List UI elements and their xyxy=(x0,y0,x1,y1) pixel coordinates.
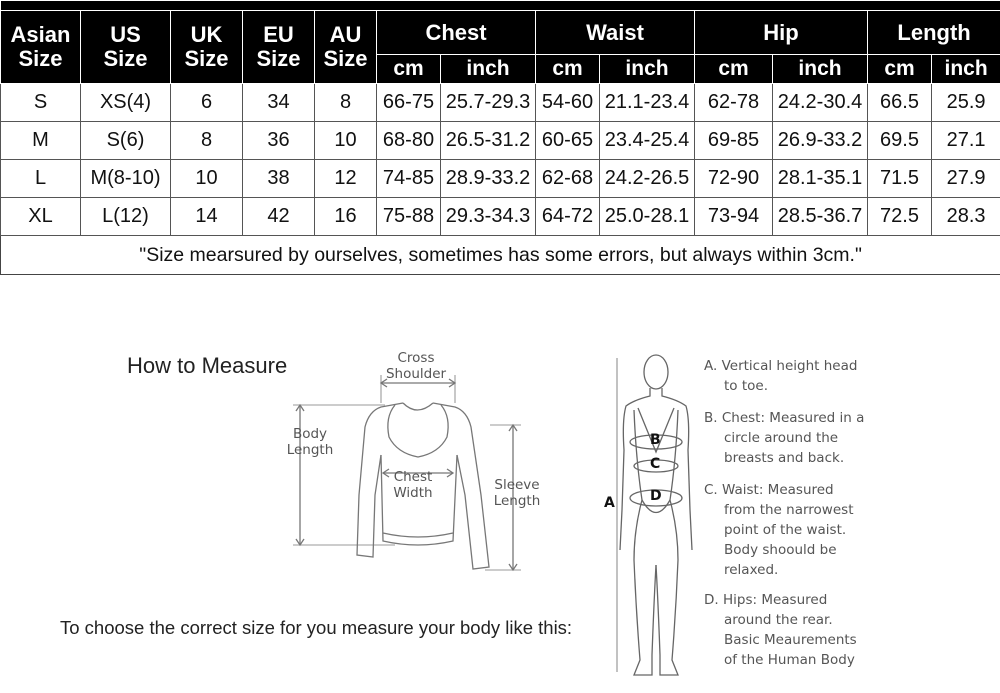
table-row xyxy=(1,84,1000,122)
table-cell: 25.0-28.1 xyxy=(600,198,695,236)
table-cell: 27.9 xyxy=(932,160,1000,198)
table-cell: XL xyxy=(1,198,81,236)
table-cell: M xyxy=(1,122,81,160)
unit-header: inch xyxy=(441,55,536,84)
body-letter-d: D xyxy=(650,488,662,504)
table-cell: 34 xyxy=(243,84,315,122)
table-cell: 69.5 xyxy=(868,122,932,160)
table-cell: 62-68 xyxy=(536,160,600,198)
table-cell: 10 xyxy=(315,122,377,160)
table-cell: 12 xyxy=(315,160,377,198)
how-to-measure-title: How to Measure xyxy=(127,353,288,378)
table-cell: 38 xyxy=(243,160,315,198)
measure-instruction: To choose the correct size for you measure your body like this: xyxy=(60,617,573,638)
unit-header: cm xyxy=(868,55,932,84)
chest-header: Chest xyxy=(377,11,536,55)
table-cell: 21.1-23.4 xyxy=(600,84,695,122)
table-cell: 42 xyxy=(243,198,315,236)
body-letter-c: C xyxy=(650,456,661,472)
table-cell: 29.3-34.3 xyxy=(441,198,536,236)
table-cell: 25.9 xyxy=(932,84,1000,122)
table-cell: 36 xyxy=(243,122,315,160)
legend-item-c: C. Waist: Measured from the narrowest point of the waist. Body shoould be relaxed. xyxy=(704,482,854,578)
table-cell: 72-90 xyxy=(695,160,773,198)
table-cell: 66.5 xyxy=(868,84,932,122)
table-cell: 68-80 xyxy=(377,122,441,160)
table-cell: 28.1-35.1 xyxy=(773,160,868,198)
table-cell: 54-60 xyxy=(536,84,600,122)
uk-size-header: UK Size xyxy=(171,11,243,84)
chest-width-label: Chest Width xyxy=(393,469,433,501)
us-size-header: US Size xyxy=(81,11,171,84)
size-chart-table xyxy=(0,0,1000,275)
table-cell: 69-85 xyxy=(695,122,773,160)
table-cell: S xyxy=(1,84,81,122)
table-row xyxy=(1,198,1000,236)
unit-header: inch xyxy=(773,55,868,84)
table-cell: 23.4-25.4 xyxy=(600,122,695,160)
header-group-row xyxy=(1,11,1000,55)
asian-size-header: Asian Size xyxy=(1,11,81,84)
table-cell: S(6) xyxy=(81,122,171,160)
table-cell: 16 xyxy=(315,198,377,236)
unit-header: cm xyxy=(536,55,600,84)
table-cell: 75-88 xyxy=(377,198,441,236)
table-cell: 8 xyxy=(315,84,377,122)
table-cell: L xyxy=(1,160,81,198)
table-cell: 60-65 xyxy=(536,122,600,160)
waist-header: Waist xyxy=(536,11,695,55)
table-cell: 25.7-29.3 xyxy=(441,84,536,122)
sleeve-length-label: Sleeve Length xyxy=(493,477,541,509)
length-header: Length xyxy=(868,11,1000,55)
table-cell: M(8-10) xyxy=(81,160,171,198)
note-row xyxy=(1,236,1000,275)
table-cell: 6 xyxy=(171,84,243,122)
size-table-body xyxy=(1,84,1000,236)
body-length-label: Body Length xyxy=(286,426,334,458)
body-letter-b: B xyxy=(650,432,661,448)
human-body-figure xyxy=(612,350,702,690)
table-cell: 27.1 xyxy=(932,122,1000,160)
table-row xyxy=(1,122,1000,160)
unit-header: inch xyxy=(932,55,1000,84)
table-cell: 28.5-36.7 xyxy=(773,198,868,236)
table-cell: 14 xyxy=(171,198,243,236)
cross-shoulder-label: Cross Shoulder xyxy=(385,350,447,382)
legend-item-a: A. Vertical height head to toe. xyxy=(704,358,858,394)
unit-header: cm xyxy=(695,55,773,84)
legend-item-b: B. Chest: Measured in a circle around the breasts and back. xyxy=(704,410,865,466)
table-cell: 28.3 xyxy=(932,198,1000,236)
table-cell: 26.5-31.2 xyxy=(441,122,536,160)
table-cell: 73-94 xyxy=(695,198,773,236)
table-cell: 71.5 xyxy=(868,160,932,198)
table-cell: 64-72 xyxy=(536,198,600,236)
legend-item-d: D. Hips: Measured around the rear. Basic Meaurements of the Human Body xyxy=(704,592,857,668)
table-cell: 72.5 xyxy=(868,198,932,236)
unit-header: inch xyxy=(600,55,695,84)
table-row xyxy=(1,160,1000,198)
table-cell: 62-78 xyxy=(695,84,773,122)
body-letter-a: A xyxy=(604,495,615,511)
table-cell: 28.9-33.2 xyxy=(441,160,536,198)
au-size-header: AU Size xyxy=(315,11,377,84)
table-cell: L(12) xyxy=(81,198,171,236)
table-cell: 24.2-26.5 xyxy=(600,160,695,198)
table-cell: 26.9-33.2 xyxy=(773,122,868,160)
table-cell: 66-75 xyxy=(377,84,441,122)
unit-header: cm xyxy=(377,55,441,84)
hip-header: Hip xyxy=(695,11,868,55)
eu-size-header: EU Size xyxy=(243,11,315,84)
table-cell: 8 xyxy=(171,122,243,160)
table-cell: XS(4) xyxy=(81,84,171,122)
measurement-legend xyxy=(704,356,994,672)
table-cell: 24.2-30.4 xyxy=(773,84,868,122)
header-top-strip xyxy=(1,1,1000,11)
table-cell: 74-85 xyxy=(377,160,441,198)
table-cell: 10 xyxy=(171,160,243,198)
measurement-note: "Size mearsured by ourselves, sometimes has some errors, but always within 3cm." xyxy=(1,236,1000,275)
